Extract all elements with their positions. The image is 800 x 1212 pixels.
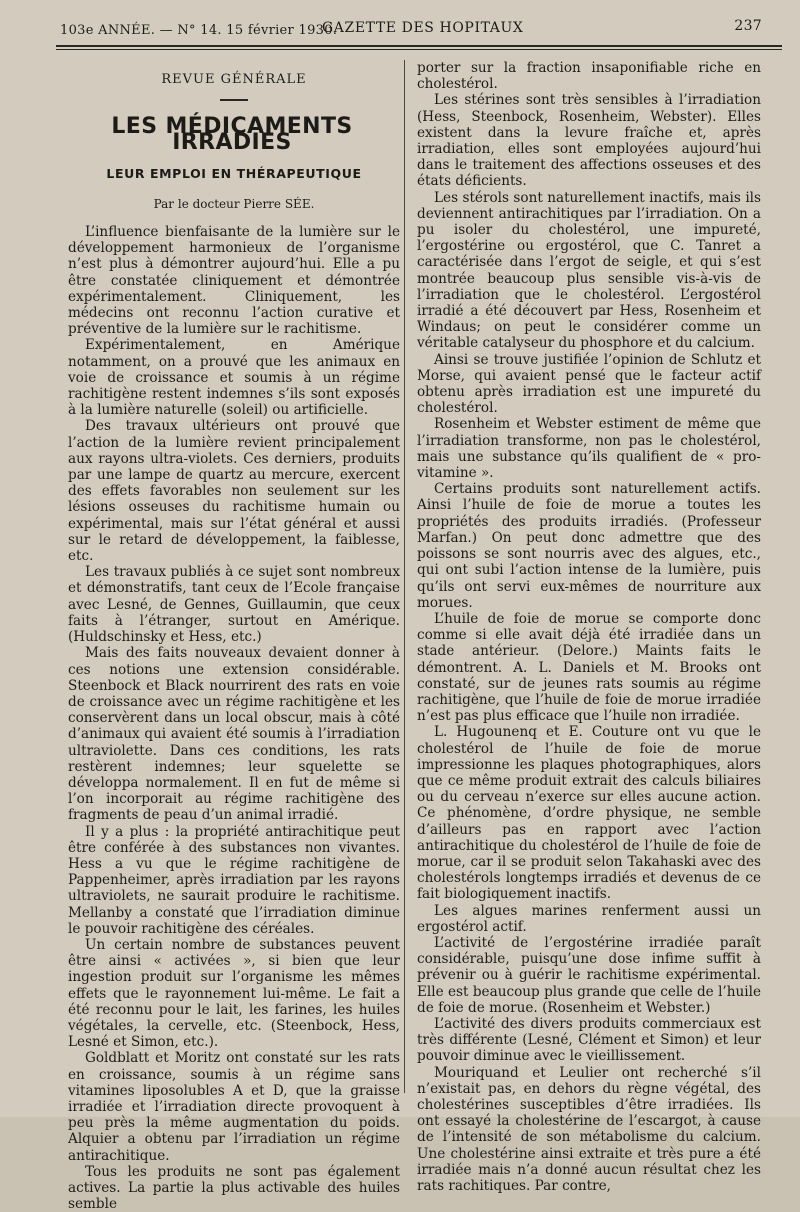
paragraph: Des travaux ultérieurs ont prouvé que l’action de la lumière revient principalement aux rayons ultra-violets. Ces derniers, produits par une lampe de quartz au mercure, exercent des effets favorables non seulement sur les lésions osseuses du rachitisme humain ou expérimental, mais sur l’état général et aussi sur le retard de développement, la faiblesse, etc.	[68, 418, 400, 565]
paragraph: Les travaux publiés à ce sujet sont nombreux et démonstratifs, tant ceux de l’Ecole française avec Lesné, de Gennes, Guillaumin, que ceux faits à l’étranger, surtout en Amérique. (Huldschinsky et Hess, etc.)	[68, 564, 400, 646]
right-column	[417, 60, 761, 1194]
article-subtitle: LEUR EMPLOI EN THÉRAPEUTIQUE	[106, 165, 362, 181]
paragraph: L’activité de l’ergostérine irradiée paraît considérable, puisqu’une dose infime suffit à prévenir ou à guérir le rachitisme expérimental. Elle est beaucoup plus grande que celle de l’huile de foie de morue. (Rosenheim et Webster.)	[417, 934, 761, 1016]
header-rule-thin	[56, 49, 782, 50]
paragraph: L. Hugounenq et E. Couture ont vu que le cholestérol de l’huile de foie de morue impressionne les plaques photographiques, alors que ce même produit extrait des calculs biliaires ou du cerveau n’exerce sur elles aucune action. Ce phénomène, d’ordre physique, ne semble d’ailleurs pas en rapport avec l’action antirachitique du cholestérol de l’huile de foie de morue, car il se produit selon Takahaski avec des cholestérols longtemps irradiés et devenus de ce fait biologiquement inactifs.	[417, 724, 761, 903]
header-rule	[56, 45, 782, 47]
issue-line: 103e ANNÉE. — N° 14. 15 février 1930.	[60, 23, 338, 38]
article-byline: Par le docteur Pierre SÉE.	[153, 196, 315, 211]
paragraph: L’huile de foie de morue se comporte donc comme si elle avait déjà été irradiée dans un stade antérieur. (Delore.) Maints faits le démontrent. A. L. Daniels et M. Brooks ont constaté, sur de jeunes rats soumis au régime rachitigène, que l’huile de foie de morue irradiée n’est pas plus efficace que l’huile non irradiée.	[417, 610, 761, 725]
paragraph: Expérimentalement, en Amérique notamment, on a prouvé que les animaux en voie de croissance et soumis à un régime rachitigène restent indemnes s’ils sont exposés à la lumière naturelle (soleil) ou artificielle.	[68, 337, 400, 419]
rubric-dash	[220, 99, 248, 101]
paragraph: Mouriquand et Leulier ont recherché s’il n’existait pas, en dehors du règne végétal, des cholestérines susceptibles d’être irradiées. Ils ont essayé la cholestérine de l’escargot, à cause de l’intensité de son métabolisme du calcium. Une cholestérine ainsi extraite et très pure a été irradiée mais n’a donné aucun résultat chez les rats rachitiques. Par contre,	[417, 1064, 761, 1195]
page-header	[50, 20, 762, 42]
paragraph: Goldblatt et Moritz ont constaté sur les rats en croissance, soumis à un régime sans vitamines liposolubles A et D, que la graisse irradiée et l’irradiation directe provoquent à peu près la même augmentation du poids. Alquier a obtenu par l’irradiation un régime antirachitique.	[68, 1050, 400, 1164]
paragraph: porter sur la fraction insaponifiable riche en cholestérol.	[417, 60, 761, 93]
paragraph: Il y a plus : la propriété antirachitique peut être conférée à des substances non vivantes. Hess a vu que le régime rachitigène de Pappenheimer, après irradiation par les rayons ultraviolets, ne saurait produire le rachitisme. Mellanby a constaté que l’irradiation diminue le pouvoir rachitigène des céréales.	[68, 823, 400, 937]
paragraph: Les stérols sont naturellement inactifs, mais ils deviennent antirachitiques par l’irradiation. On a pu isoler du cholestérol, une impureté, l’ergostérine ou ergostérol, que C. Tanret a caractérisée dans l’ergot de seigle, et qui s’est montrée beaucoup plus sensible vis-à-vis de l’irradiation que le cholestérol. L’ergostérol irradié a été découvert par Hess, Rosenheim et Windaus; on peut le considérer comme un véritable catalyseur du phosphore et du calcium.	[417, 189, 761, 352]
paragraph: Ainsi se trouve justifiée l’opinion de Schlutz et Morse, qui avaient pensé que le facteur actif obtenu après irradiation est une impureté du cholestérol.	[417, 351, 761, 417]
paragraph: L’activité des divers produits commerciaux est très différente (Lesné, Clément et Simon) et leur pouvoir diminue avec le vieillissement.	[417, 1015, 761, 1065]
paragraph: L’influence bienfaisante de la lumière sur le développement harmonieux de l’organisme n’est plus à démontrer aujourd’hui. Elle a pu être constatée cliniquement et démontrée expérimentalement. Cliniquement, les médecins ont reconnu l’action curative et préventive de la lumière sur le rachitisme.	[68, 224, 400, 338]
left-column	[68, 62, 400, 1212]
paragraph: Un certain nombre de substances peuvent être ainsi « activées », si bien que leur ingestion produit sur l’organisme les mêmes effets que le rayonnement lui-même. Le fait a été reconnu pour le lait, les farines, les huiles végétales, la cervelle, etc. (Steenbock, Hess, Lesné et Simon, etc.).	[68, 936, 400, 1051]
column-divider	[404, 60, 405, 1093]
page-number: 237	[734, 18, 762, 34]
paragraph: Les algues marines renferment aussi un ergostérol actif.	[417, 902, 761, 935]
article-title: LES MÉDICAMENTS IRRADIÉS	[111, 114, 353, 156]
paragraph: Tous les produits ne sont pas également actives. La partie la plus activable des huiles semble	[68, 1163, 400, 1212]
journal-title: GAZETTE DES HOPITAUX	[322, 20, 524, 36]
paragraph: Mais des faits nouveaux devaient donner à ces notions une extension considérable. Steenbock et Black nourrirent des rats en voie de croissance avec un régime rachitigène et les conservèrent dans un local obscur, mais à côté d’animaux qui avaient été soumis à l’irradiation ultraviolette. Dans ces conditions, les rats restèrent indemnes; leur squelette se développa normalement. Il en fut de même si l’on incorporait au régime rachitigène des fragments de peau d’un animal irradié.	[68, 645, 400, 824]
paragraph: Les stérines sont très sensibles à l’irradiation (Hess, Steenbock, Rosenheim, Webster). Elles existent dans la levure fraîche et, après irradiation, elles sont employées aujourd’hui dans le traitement des affections osseuses et des états déficients.	[417, 92, 761, 190]
paragraph: Rosenheim et Webster estiment de même que l’irradiation transforme, non pas le cholestérol, mais une substance qu’ils qualifient de « pro-vitamine ».	[417, 416, 761, 482]
paragraph: Certains produits sont naturellement actifs. Ainsi l’huile de foie de morue a toutes les propriétés des produits irradiés. (Professeur Marfan.) On peut donc admettre que des poissons se sont nourris avec des algues, etc., qui ont subi l’action intense de la lumière, puis qu’ils ont servi eux-mêmes de nourriture aux morues.	[417, 481, 761, 611]
section-rubric: REVUE GÉNÉRALE	[161, 72, 307, 87]
